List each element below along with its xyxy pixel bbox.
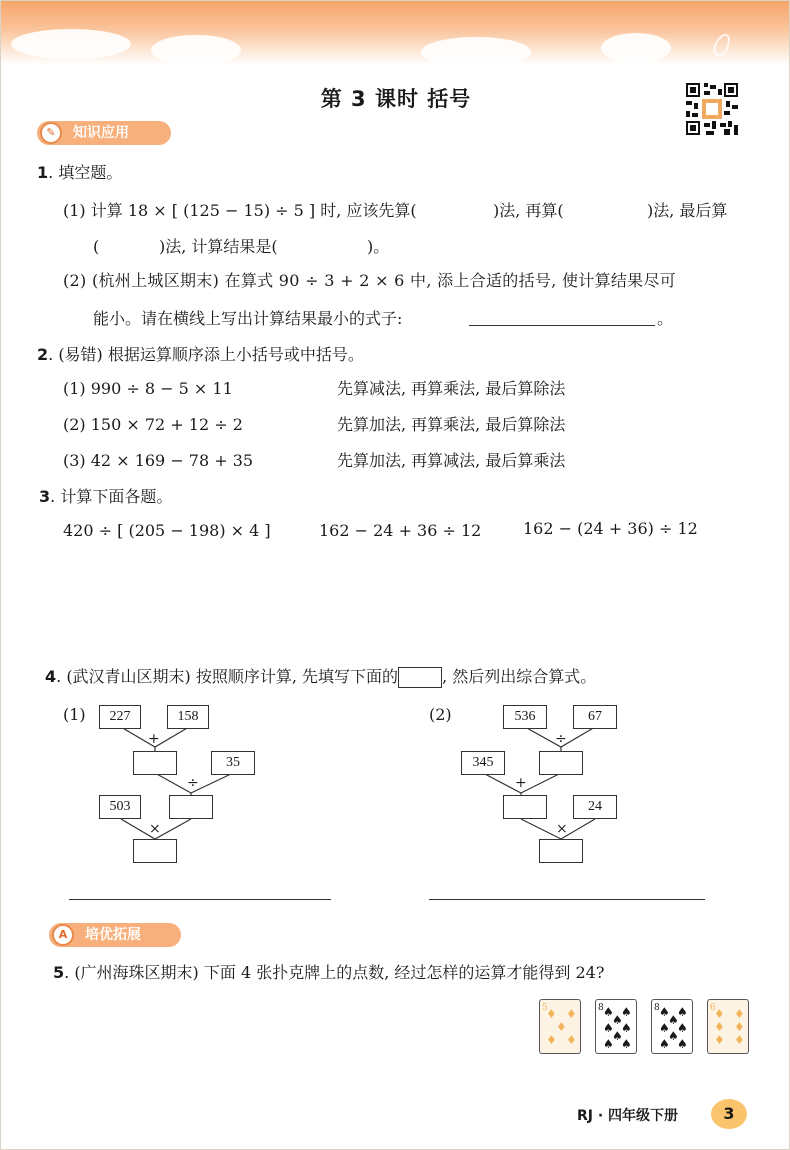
diamond-icon: ♦ [734, 1007, 745, 1021]
playing-card-8-spades [595, 999, 637, 1054]
footer-book-label: RJ · 四年级下册 [577, 1108, 679, 1124]
tree-2-op-2: + [515, 775, 527, 791]
tree-1-op-1: + [148, 731, 160, 747]
tree-2-value-a: 536 [503, 705, 547, 729]
question-text: . (武汉青山区期末) 按照顺序计算, 先填写下面的 [56, 667, 399, 686]
card-rank: 8 [598, 1003, 604, 1013]
tree-2-answer-line[interactable] [429, 899, 705, 900]
tree-2-value-d: 24 [573, 795, 617, 819]
spade-icon: ♠ [612, 1029, 623, 1043]
spade-icon: ♠ [621, 1005, 632, 1019]
section-tab-extension [49, 923, 181, 947]
question-number: 3 [39, 487, 51, 506]
tree-2-op-3: × [556, 821, 568, 837]
diamond-icon: ♦ [734, 1020, 745, 1034]
question-number: 5 [53, 963, 65, 982]
q1-part2-end: 。 [657, 309, 674, 328]
tree-2-blank-1[interactable] [539, 751, 583, 775]
q3-expr-2: 162 − 24 + 36 ÷ 12 [319, 521, 482, 540]
q3-expr-3: 162 − (24 + 36) ÷ 12 [523, 519, 698, 538]
tree-2-op-1: ÷ [555, 731, 567, 747]
q1-part1-text-c: )法, 最后算 [647, 201, 728, 220]
question-5-text [53, 963, 604, 983]
tree-2-label: (2) [429, 705, 452, 724]
tree-2-value-b: 67 [573, 705, 617, 729]
q1-part1-text-d: ( [93, 237, 100, 256]
card-rank: 6 [710, 1003, 716, 1013]
diamond-icon: ♦ [714, 1020, 725, 1034]
card-rank: 8 [654, 1003, 660, 1013]
question-text: . (广州海珠区期末) 下面 4 张扑克牌上的点数, 经过怎样的运算才能得到 24? [64, 963, 605, 982]
q1-part1-text-e: )法, 计算结果是( [159, 237, 278, 256]
spade-icon: ♠ [621, 1021, 632, 1035]
playing-card-8-spades [651, 999, 693, 1054]
spade-icon: ♠ [621, 1037, 632, 1051]
tree-1-blank-1[interactable] [133, 751, 177, 775]
spade-icon: ♠ [659, 1021, 670, 1035]
spade-icon: ♠ [677, 1005, 688, 1019]
playing-card-6-diamonds [707, 999, 749, 1054]
question-text: . 填空题。 [48, 163, 123, 182]
page-number: 3 [711, 1099, 747, 1129]
tree-1-op-2: ÷ [187, 775, 199, 791]
q2-rule-3: 先算加法, 再算减法, 最后算乘法 [337, 451, 566, 470]
q2-rule-1: 先算减法, 再算乘法, 最后算除法 [337, 379, 566, 398]
question-text: . 计算下面各题。 [50, 487, 173, 506]
tree-2-blank-2[interactable] [503, 795, 547, 819]
diamond-icon: ♦ [714, 1007, 725, 1021]
spade-icon: ♠ [677, 1037, 688, 1051]
page-title: 第 3 课时 括号 [320, 87, 472, 111]
q3-expr-1: 420 ÷ [ (205 − 198) × 4 ] [63, 521, 271, 540]
q1-part2-line1: (2) (杭州上城区期末) 在算式 90 ÷ 3 + 2 × 6 中, 添上合适的括号, 使计算结果尽可 [63, 271, 677, 290]
q1-part1-text-f: )。 [367, 237, 390, 256]
playing-card-5-diamonds [539, 999, 581, 1054]
spade-icon: ♠ [677, 1021, 688, 1035]
spade-icon: ♠ [668, 1013, 679, 1027]
spade-icon: ♠ [668, 1029, 679, 1043]
question-number: 1 [37, 163, 49, 182]
diamond-icon: ♦ [714, 1033, 725, 1047]
tree-1-op-3: × [149, 821, 161, 837]
section-tab-label: 知识应用 [73, 125, 129, 141]
tree-2-blank-3[interactable] [539, 839, 583, 863]
diamond-icon: ♦ [556, 1020, 567, 1034]
question-text: , 然后列出综合算式。 [442, 667, 597, 686]
spade-icon: ♠ [612, 1013, 623, 1027]
section-tab-label: 培优拓展 [85, 927, 141, 943]
book-icon: ✎ [40, 122, 62, 144]
diamond-icon: ♦ [546, 1007, 557, 1021]
spade-icon: ♠ [603, 1037, 614, 1051]
tree-1-blank-3[interactable] [133, 839, 177, 863]
compass-icon: A [52, 924, 74, 946]
spade-icon: ♠ [603, 1005, 614, 1019]
spade-icon: ♠ [659, 1037, 670, 1051]
question-number: 4 [45, 667, 57, 686]
tree-1-value-c: 35 [211, 751, 255, 775]
question-text: . (易错) 根据运算顺序添上小括号或中括号。 [48, 345, 364, 364]
q2-expr-3: (3) 42 × 169 − 78 + 35 [63, 451, 254, 470]
q2-expr-1: (1) 990 ÷ 8 − 5 × 11 [63, 379, 233, 398]
tree-2-value-c: 345 [461, 751, 505, 775]
diamond-icon: ♦ [734, 1033, 745, 1047]
q1-part1-text-a: (1) 计算 18 × [ (125 − 15) ÷ 5 ] 时, 应该先算( [63, 201, 417, 220]
tree-1-value-d: 503 [99, 795, 141, 819]
spade-icon: ♠ [603, 1021, 614, 1035]
q1-part1-text-b: )法, 再算( [493, 201, 564, 220]
diamond-icon: ♦ [546, 1033, 557, 1047]
q2-rule-2: 先算加法, 再算乘法, 最后算除法 [337, 415, 566, 434]
diamond-icon: ♦ [566, 1033, 577, 1047]
tree-1-label: (1) [63, 705, 86, 724]
card-rank: 5 [542, 1003, 548, 1013]
tree-1-value-a: 227 [99, 705, 141, 729]
tree-1-value-b: 158 [167, 705, 209, 729]
q2-expr-2: (2) 150 × 72 + 12 ÷ 2 [63, 415, 243, 434]
diamond-icon: ♦ [566, 1007, 577, 1021]
q1-part2-line2: 能小。请在横线上写出计算结果最小的式子: [93, 309, 403, 328]
question-number: 2 [37, 345, 49, 364]
spade-icon: ♠ [659, 1005, 670, 1019]
tree-1-blank-2[interactable] [169, 795, 213, 819]
tree-1-answer-line[interactable] [69, 899, 331, 900]
